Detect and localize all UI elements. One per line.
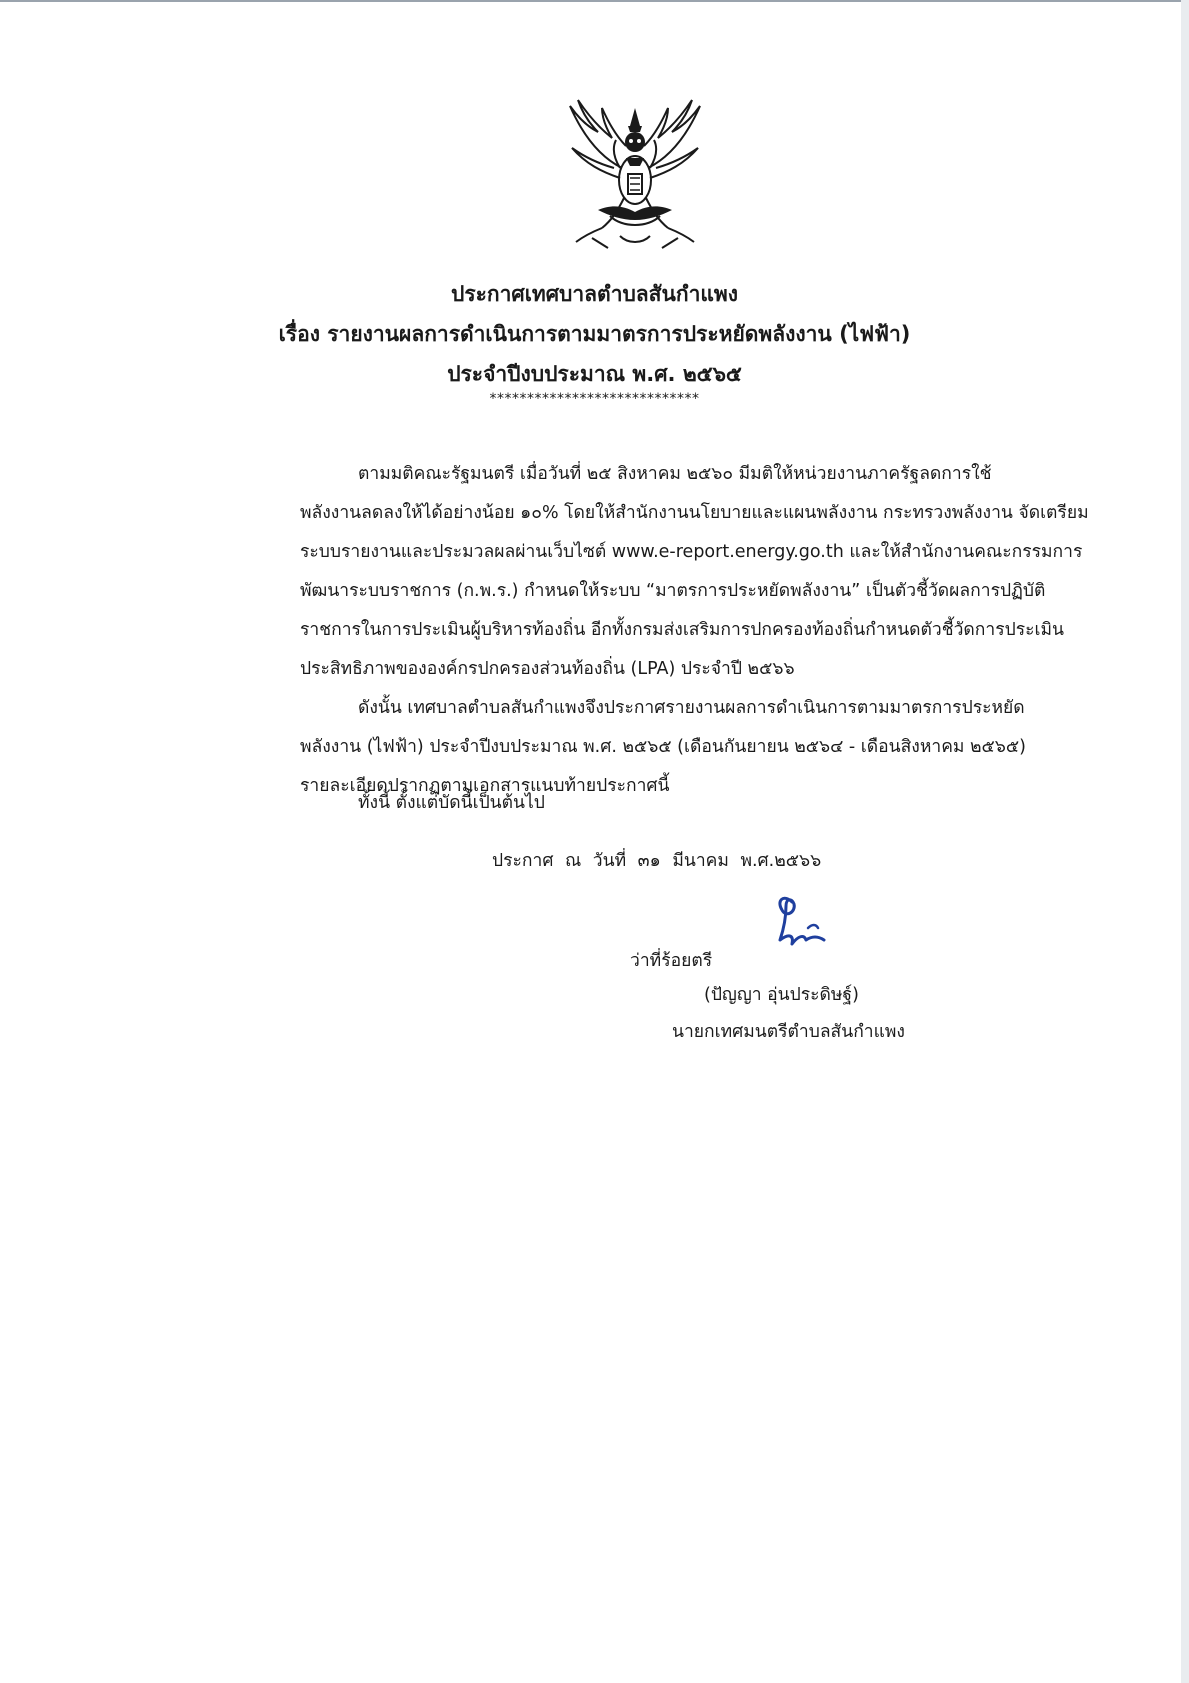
body-line: พัฒนาระบบราชการ (ก.พ.ร.) กำหนดให้ระบบ “มาตรการประหยัดพลังงาน” เป็นตัวชี้วัดผลการปฏิบัติ bbox=[300, 581, 1046, 601]
announcement-date: ประกาศ ณ วันที่ ๓๑ มีนาคม พ.ศ.๒๕๖๖ bbox=[492, 851, 822, 871]
announcement-period: ประจำปีงบประมาณ พ.ศ. ๒๕๖๕ bbox=[447, 362, 742, 386]
body-line: พลังงาน (ไฟฟ้า) ประจำปีงบประมาณ พ.ศ. ๒๕๖๕ (เดือนกันยายน ๒๕๖๔ - เดือนสิงหาคม ๒๕๖๕) bbox=[300, 737, 1026, 757]
body-line: ตามมติคณะรัฐมนตรี เมื่อวันที่ ๒๕ สิงหาคม ๒๕๖๐ มีมติให้หน่วยงานภาครัฐลดการใช้ bbox=[358, 464, 992, 484]
title-separator: **************************** bbox=[489, 391, 700, 407]
announcement-subject: เรื่อง รายงานผลการดำเนินการตามมาตรการประหยัดพลังงาน (ไฟฟ้า) bbox=[278, 322, 911, 346]
signatory-name: (ปัญญา อุ่นประดิษฐ์) bbox=[704, 985, 859, 1005]
body-line: ดังนั้น เทศบาลตำบลสันกำแพงจึงประกาศรายงานผลการดำเนินการตามมาตรการประหยัด bbox=[358, 698, 1025, 718]
signatory-rank: ว่าที่ร้อยตรี bbox=[630, 951, 713, 971]
body-line: พลังงานลดลงให้ได้อย่างน้อย ๑๐% โดยให้สำนักงานนโยบายและแผนพลังงาน กระทรวงพลังงาน จัดเตรียม bbox=[300, 503, 1089, 523]
closing-statement: ทั้งนี้ ตั้งแต่บัดนี้เป็นต้นไป bbox=[358, 793, 545, 813]
body-line: รายละเอียดปรากฏตามเอกสารแนบท้ายประกาศนี้ bbox=[300, 776, 670, 796]
body-line: ราชการในการประเมินผู้บริหารท้องถิ่น อีกทั้งกรมส่งเสริมการปกครองท้องถิ่นกำหนดตัวชี้วัดการประเมิน bbox=[300, 620, 1065, 640]
body-line: ประสิทธิภาพขององค์กรปกครองส่วนท้องถิ่น (LPA) ประจำปี ๒๕๖๖ bbox=[300, 659, 795, 679]
body-line: ระบบรายงานและประมวลผลผ่านเว็บไซต์ www.e-report.energy.go.th และให้สำนักงานคณะกรรมการ bbox=[300, 542, 1083, 562]
announcement-title: ประกาศเทศบาลตำบลสันกำแพง bbox=[450, 282, 738, 306]
garuda-emblem-icon bbox=[562, 98, 708, 250]
signatory-position: นายกเทศมนตรีตำบลสันกำแพง bbox=[672, 1022, 905, 1042]
signature-mark bbox=[768, 890, 838, 960]
announcement-body bbox=[300, 455, 1089, 806]
scan-top-edge bbox=[0, 0, 1189, 2]
scan-right-edge bbox=[1181, 0, 1189, 1683]
